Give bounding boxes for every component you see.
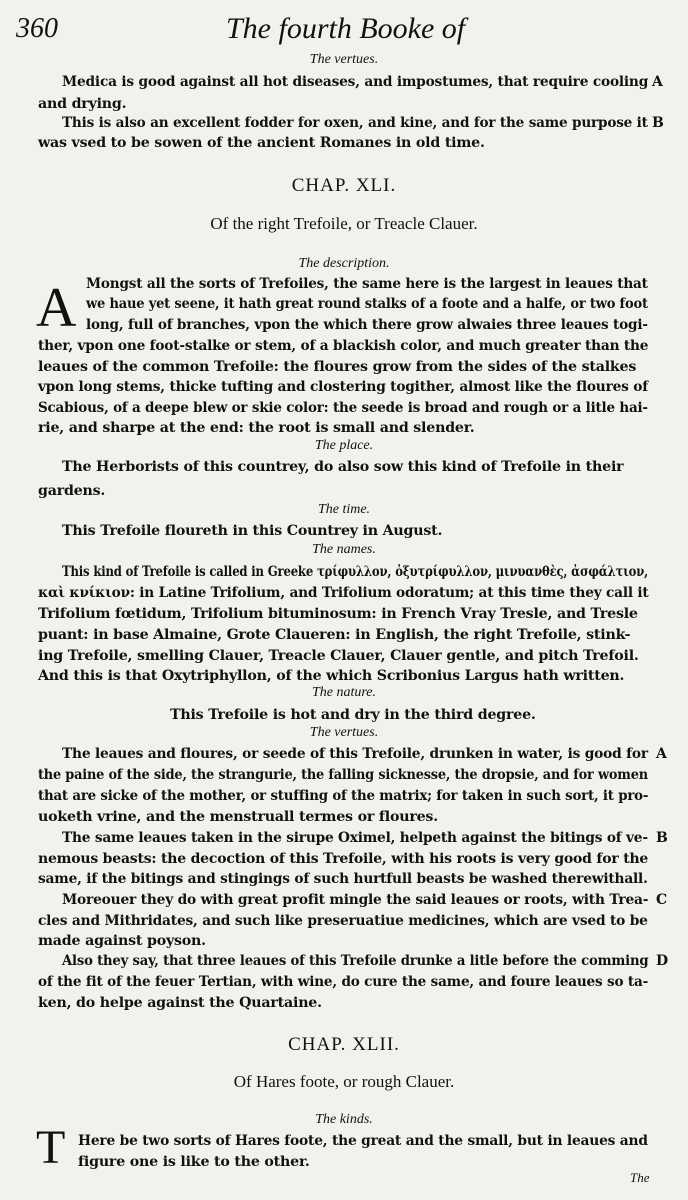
section-heading-place: The place. — [314, 438, 374, 453]
text-line: Here be two sorts of Hares foote, the great and the small, but in leaues and — [78, 1133, 648, 1149]
text-line: The Herborists of this countrey, do also sow this kind of Trefoile in their — [62, 459, 624, 475]
text-line: long, full of branches, vpon the which there grow alwaies three leaues togi- — [86, 317, 648, 333]
text-line: vpon long stems, thicke tufting and clostering togither, almost like the floures of — [38, 379, 648, 395]
text-line: This Trefoile floureth in this Countrey in August. — [62, 523, 443, 539]
text-line: was vsed to be sowen of the ancient Romanes in old time. — [38, 135, 485, 151]
text-line: Mongst all the sorts of Trefoiles, the same here is the largest in leaues that — [86, 276, 648, 292]
section-heading-kinds: The kinds. — [315, 1112, 373, 1127]
chapter-title: Of Hares foote, or rough Clauer. — [233, 1072, 455, 1091]
text-line: Moreouer they do with great profit mingle the said leaues or roots, with Trea- — [62, 892, 649, 908]
running-title: The fourth Booke of — [226, 12, 466, 45]
margin-letter: B — [652, 115, 664, 131]
text-line: ken, do helpe against the Quartaine. — [38, 995, 322, 1011]
text-line: puant: in base Almaine, Grote Claueren: in English, the right Trefoile, stink- — [38, 627, 631, 643]
text-line: cles and Mithridates, and such like preseruatiue medicines, which are vsed to be — [38, 913, 648, 929]
text-line: ing Trefoile, smelling Clauer, Treacle Clauer, Clauer gentle, and pitch Trefoil. — [38, 648, 639, 664]
text-line: The same leaues taken in the sirupe Oximel, helpeth against the bitings of ve- — [62, 830, 648, 846]
margin-letter: D — [656, 953, 669, 969]
text-line: Scabious, of a deepe blew or skie color: the seede is broad and rough or a litle hai- — [38, 400, 648, 416]
section-heading-names: The names. — [312, 542, 376, 557]
text-line: This is also an excellent fodder for oxen, and kine, and for the same purpose it — [62, 115, 648, 131]
text-line: the paine of the side, the strangurie, the falling sicknesse, the dropsie, and for women — [38, 767, 648, 783]
drop-capital: T — [36, 1121, 66, 1174]
text-line: Trifolium fœtidum, Trifolium bituminosum: in French Vray Tresle, and Tresle — [38, 606, 638, 622]
page-number: 360 — [16, 13, 58, 44]
text-line: καὶ κνίκιον: in Latine Trifolium, and Trifolium odoratum; at this time they call it — [38, 585, 649, 601]
text-line: This kind of Trefoile is called in Greeke τρίφυλλον, ὀξυτρίφυλλον, μινυανθὲς, ἀσφάλτιον, — [62, 564, 649, 580]
text-line: nemous beasts: the decoction of this Trefoile, with his roots is very good for the — [38, 851, 649, 867]
text-line: that are sicke of the mother, or stuffing of the matrix; for taken in such sort, it pro- — [38, 788, 649, 804]
section-heading-description: The description. — [298, 256, 390, 271]
text-line: And this is that Oxytriphyllon, of the which Scribonius Largus hath written. — [38, 668, 625, 684]
section-heading-nature: The nature. — [311, 685, 377, 700]
margin-letter: A — [656, 746, 667, 762]
text-line: This Trefoile is hot and dry in the third degree. — [170, 707, 536, 723]
margin-letter: C — [656, 892, 668, 908]
text-line: ther, vpon one foot-stalke or stem, of a blackish color, and much greater than the — [38, 338, 649, 354]
drop-capital: A — [36, 277, 77, 339]
text-line: rie, and sharpe at the end: the root is small and slender. — [38, 420, 475, 436]
text-line: Medica is good against all hot diseases, and impostumes, that require cooling — [62, 74, 649, 90]
section-heading-vertues: The vertues. — [309, 725, 379, 740]
text-line: and drying. — [38, 96, 127, 112]
text-line: The leaues and floures, or seede of this Trefoile, drunken in water, is good for — [62, 746, 648, 762]
text-line: figure one is like to the other. — [78, 1154, 310, 1170]
margin-letter: A — [652, 74, 663, 90]
catchword: The — [630, 1170, 650, 1185]
text-line: same, if the bitings and stingings of such hurtfull beasts be washed therewithall. — [38, 871, 648, 887]
margin-letter: B — [656, 830, 668, 846]
text-line: made against poyson. — [38, 933, 206, 949]
section-heading-time: The time. — [317, 502, 371, 517]
chapter-heading: CHAP. XLI. — [291, 175, 397, 196]
text-line: uoketh vrine, and the menstruall termes or floures. — [38, 809, 438, 825]
text-line: we haue yet seene, it hath great round stalks of a foote and a halfe, or two foot — [86, 296, 648, 312]
chapter-title: Of the right Trefoile, or Treacle Clauer. — [210, 214, 478, 233]
text-line: of the fit of the feuer Tertian, with wine, do cure the same, and foure leaues so ta- — [38, 974, 649, 990]
text-line: leaues of the common Trefoile: the floures grow from the sides of the stalkes — [38, 359, 637, 375]
text-line: Also they say, that three leaues of this Trefoile drunke a litle before the comming — [62, 953, 649, 969]
chapter-heading: CHAP. XLII. — [288, 1034, 400, 1055]
text-line: gardens. — [38, 483, 106, 499]
section-heading-vertues: The vertues. — [309, 52, 379, 67]
